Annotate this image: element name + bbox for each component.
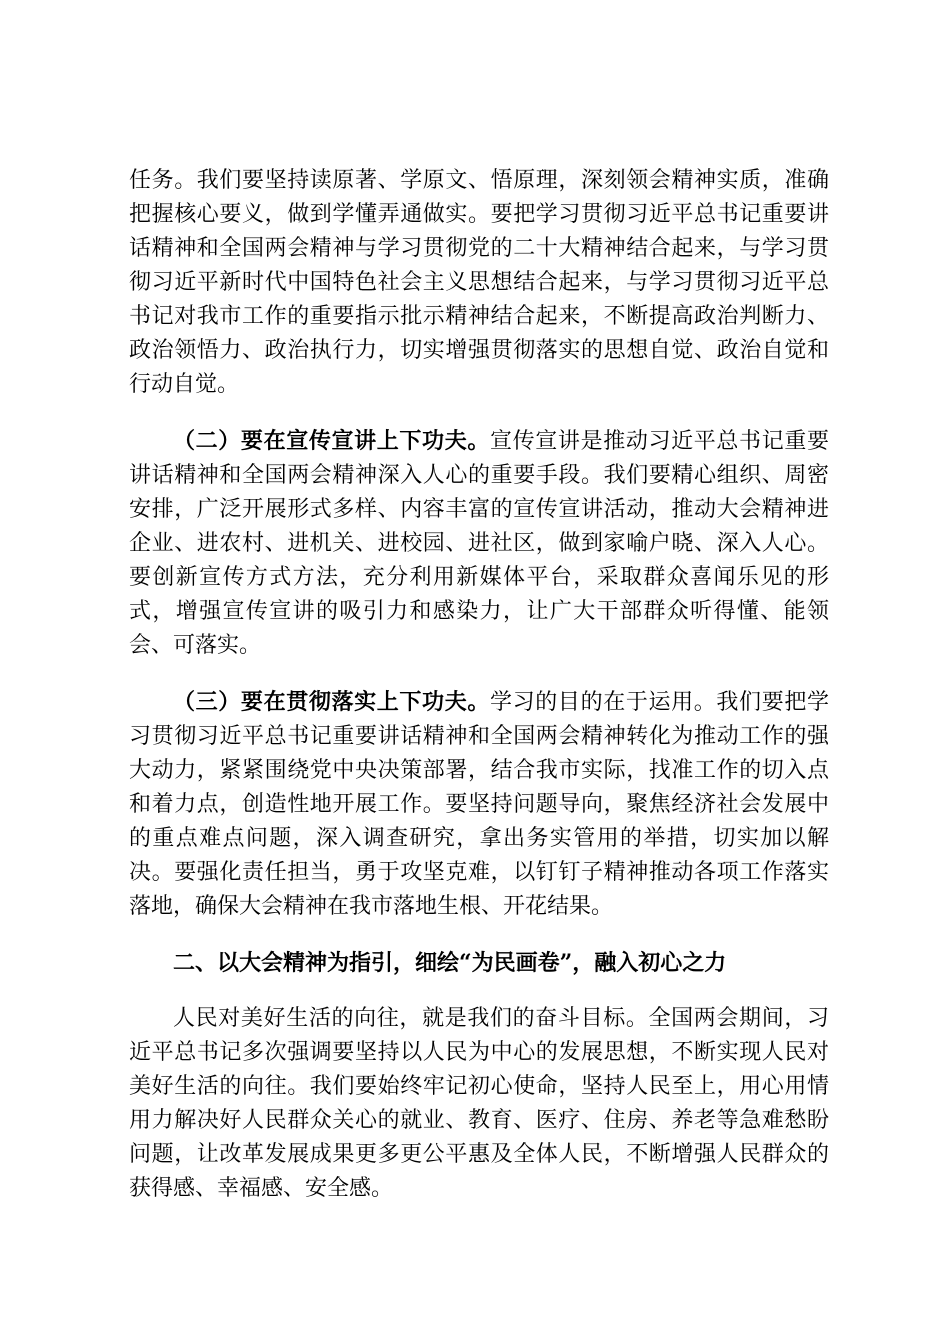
document-page (129, 164, 829, 1206)
paragraph-section-3 (129, 685, 829, 924)
paragraph-body: 学习的目的在于运用。我们要把学习贯彻习近平总书记重要讲话精神和全国两会精神转化为推动工作的强大动力，紧紧围绕党中央决策部署，结合我市实际，找准工作的切入点和着力点，创造性地开展工作。要坚持问题导向，聚焦经济社会发展中的重点难点问题，深入调查研究，拿出务实管用的举措，切实加以解决。要强化责任担当，勇于攻坚克难，以钉钉子精神推动各项工作落实落地，确保大会精神在我市落地生根、开花结果。 (129, 690, 829, 919)
paragraph-continuation: 任务。我们要坚持读原著、学原文、悟原理，深刻领会精神实质，准确把握核心要义，做到学懂弄通做实。要把学习贯彻习近平总书记重要讲话精神和全国两会精神与学习贯彻党的二十大精神结合起来，与学习贯彻习近平新时代中国特色社会主义思想结合起来，与学习贯彻习近平总书记对我市工作的重要指示批示精神结合起来，不断提高政治判断力、政治领悟力、政治执行力，切实增强贯彻落实的思想自觉、政治自觉和行动自觉。 (129, 168, 829, 397)
paragraph-body: 宣传宣讲是推动习近平总书记重要讲话精神和全国两会精神深入人心的重要手段。我们要精心组织、周密安排，广泛开展形式多样、内容丰富的宣传宣讲活动，推动大会精神进企业、进农村、进机关、进校园、进社区，做到家喻户晓、深入人心。要创新宣传方式方法，充分利用新媒体平台，采取群众喜闻乐见的形式，增强宣传宣讲的吸引力和感染力，让广大干部群众听得懂、能领会、可落实。 (129, 429, 829, 658)
paragraph-lead-heading: （二）要在宣传宣讲上下功夫。 (173, 428, 490, 454)
paragraph-lead-heading: （三）要在贯彻落实上下功夫。 (173, 689, 490, 715)
section-heading: 二、以大会精神为指引，细绘“为民画卷”，融入初心之力 (173, 950, 727, 976)
paragraph-section-2 (129, 424, 829, 663)
paragraph-people-focus: 人民对美好生活的向往，就是我们的奋斗目标。全国两会期间，习近平总书记多次强调要坚持以人民为中心的发展思想，不断实现人民对美好生活的向往。我们要始终牢记初心使命，坚持人民至上，用心用情用力解决好人民群众关心的就业、教育、医疗、住房、养老等急难愁盼问题，让改革发展成果更多更公平惠及全体人民，不断增强人民群众的获得感、幸福感、安全感。 (129, 1006, 829, 1201)
